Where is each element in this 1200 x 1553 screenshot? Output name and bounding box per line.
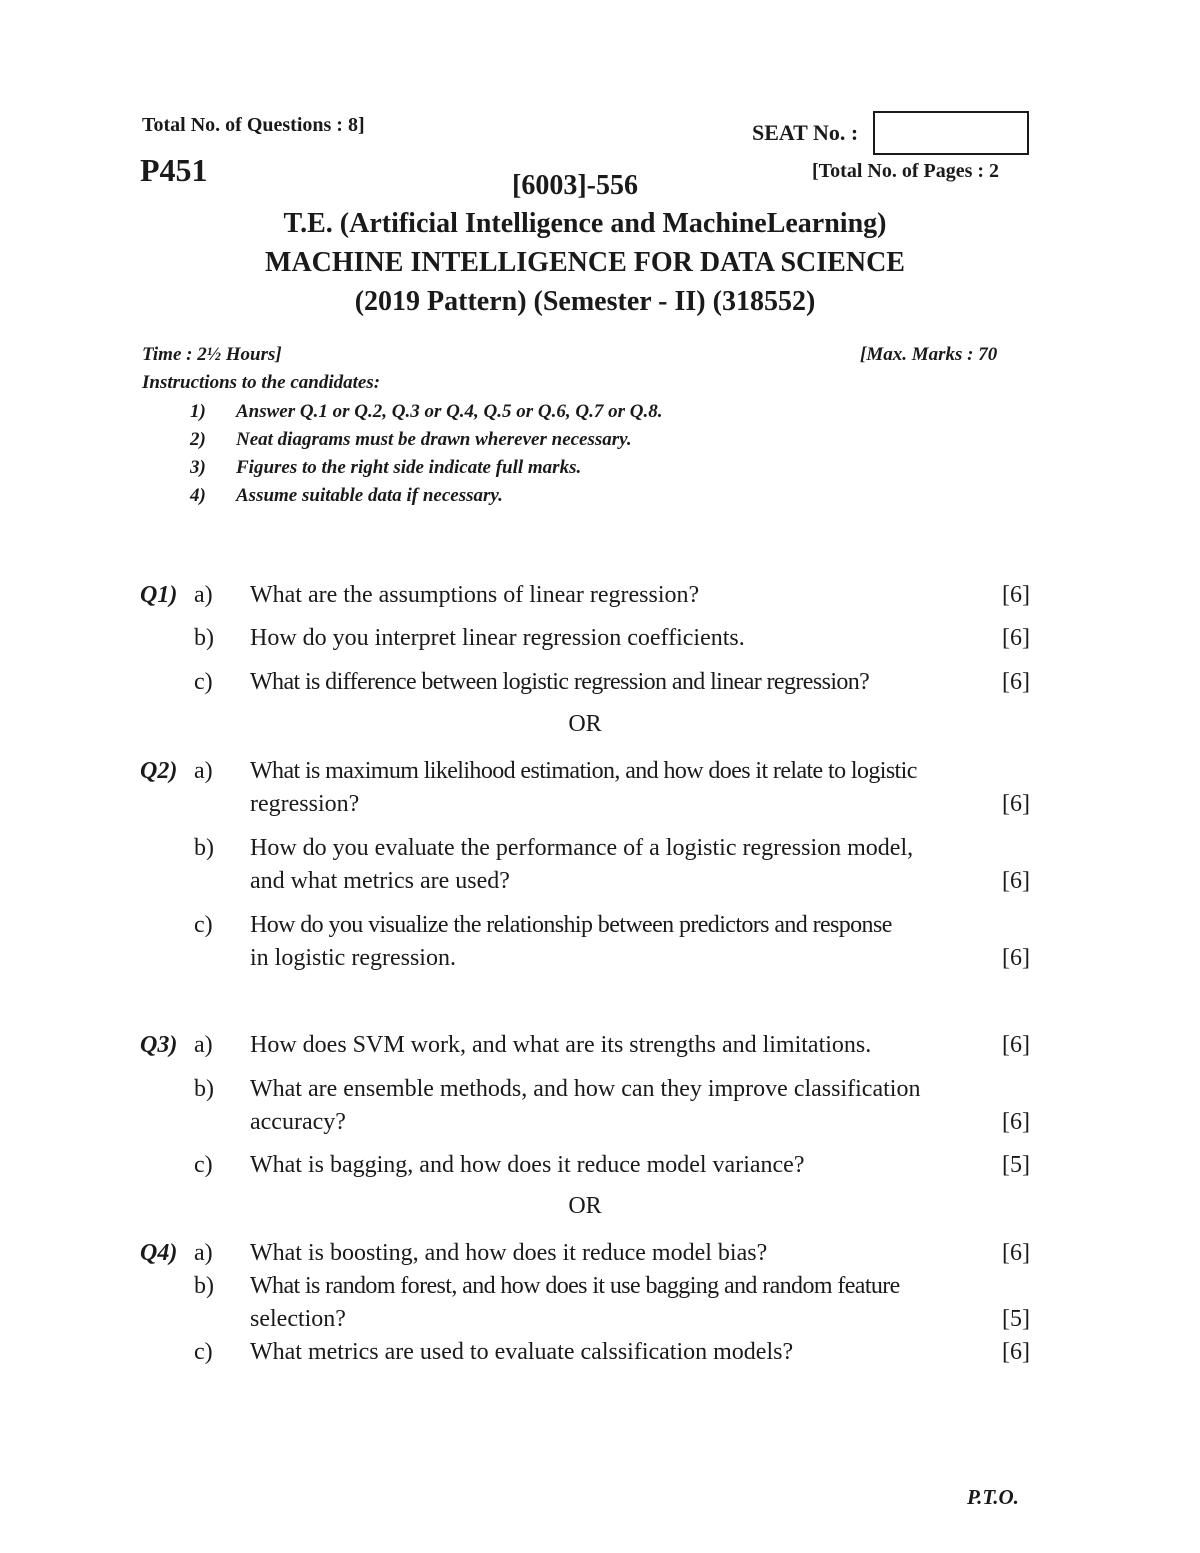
part-label: b) [194,1076,214,1102]
part-label: a) [194,1032,213,1058]
question-number: Q2) [140,758,178,784]
part-label: c) [194,1152,213,1178]
question-text-line-1: What is random forest, and how does it use bagging and random feature [250,1273,900,1299]
question-1-part-c [140,666,1030,699]
question-text-line-2: accuracy? [250,1109,346,1135]
instructions-heading: Instructions to the candidates: [142,372,381,393]
instruction-item [190,457,581,479]
marks: [6] [1002,669,1030,695]
question-text-line-2: regression? [250,791,360,817]
part-label: c) [194,912,213,938]
max-marks: [Max. Marks : 70 [860,344,998,365]
instruction-text: Assume suitable data if necessary. [236,485,503,506]
question-text-line-2: selection? [250,1306,346,1332]
instruction-text: Answer Q.1 or Q.2, Q.3 or Q.4, Q.5 or Q.6, Q.7 or Q.8. [236,401,663,422]
question-text: What is difference between logistic regression and linear regression? [250,669,870,695]
question-number: Q4) [140,1240,178,1266]
part-label: c) [194,1339,213,1365]
question-text-line-1: How do you evaluate the performance of a logistic regression model, [250,835,914,861]
question-text-line-2: in logistic regression. [250,945,456,971]
question-2-part-a [140,755,1030,821]
or-separator: OR [568,711,602,737]
question-4-part-a [140,1237,1030,1270]
question-1-part-b [140,622,1030,655]
question-text-line-1: How do you visualize the relationship between predictors and response [250,912,892,938]
question-4-part-b [140,1270,1030,1336]
total-pages: [Total No. of Pages : 2 [812,160,1000,182]
course-title: T.E. (Artificial Intelligence and MachineLearning) [283,208,887,239]
marks: [6] [1002,582,1030,608]
marks: [6] [1002,1240,1030,1266]
marks: [6] [1002,1339,1030,1365]
part-label: b) [194,1273,214,1299]
seat-number-box[interactable] [873,111,1029,155]
page-turn-over: P.T.O. [967,1485,1019,1509]
part-label: c) [194,669,213,695]
instruction-number: 3) [190,457,206,478]
question-3-part-a [140,1029,1030,1062]
instruction-item [190,401,662,423]
marks: [6] [1002,791,1030,817]
question-number: Q1) [140,582,178,608]
question-1-part-a [140,579,1030,612]
question-text: What is boosting, and how does it reduce model bias? [250,1240,768,1266]
instruction-number: 2) [190,429,206,450]
paper-number: [6003]-556 [512,170,638,201]
part-label: a) [194,1240,213,1266]
paper-code: P451 [140,152,208,188]
question-text-line-2: and what metrics are used? [250,868,510,894]
marks: [6] [1002,1032,1030,1058]
pattern-title: (2019 Pattern) (Semester - II) (318552) [354,286,816,317]
instruction-item [190,485,503,507]
question-text-line-1: What is maximum likelihood estimation, and how does it relate to logistic [250,758,917,784]
marks: [5] [1002,1152,1030,1178]
question-2-part-c [140,909,1030,975]
marks: [6] [1002,1109,1030,1135]
question-3-part-c [140,1149,1030,1182]
marks: [6] [1002,625,1030,651]
question-text: How do you interpret linear regression coefficients. [250,625,745,651]
question-text: How does SVM work, and what are its strengths and limitations. [250,1032,872,1058]
instruction-item [190,429,632,451]
subject-title: MACHINE INTELLIGENCE FOR DATA SCIENCE [265,247,905,278]
question-number: Q3) [140,1032,178,1058]
time-duration: Time : 2½ Hours] [142,344,282,365]
question-text-line-1: What are ensemble methods, and how can they improve classification [250,1076,921,1102]
marks: [5] [1002,1306,1030,1332]
question-4-part-c [140,1336,1030,1369]
part-label: a) [194,758,213,784]
instruction-text: Figures to the right side indicate full marks. [236,457,582,478]
instruction-text: Neat diagrams must be drawn wherever necessary. [236,429,632,450]
question-3-part-b [140,1073,1030,1139]
question-2-part-b [140,832,1030,898]
total-questions: Total No. of Questions : 8] [142,114,365,136]
instruction-number: 4) [190,485,206,506]
question-text: What is bagging, and how does it reduce model variance? [250,1152,805,1178]
question-text: What metrics are used to evaluate calssification models? [250,1339,794,1365]
part-label: b) [194,835,214,861]
question-text: What are the assumptions of linear regression? [250,582,700,608]
or-separator: OR [568,1193,602,1219]
marks: [6] [1002,868,1030,894]
part-label: a) [194,582,213,608]
instruction-number: 1) [190,401,206,422]
seat-number-label: SEAT No. : [752,120,859,145]
marks: [6] [1002,945,1030,971]
part-label: b) [194,625,214,651]
